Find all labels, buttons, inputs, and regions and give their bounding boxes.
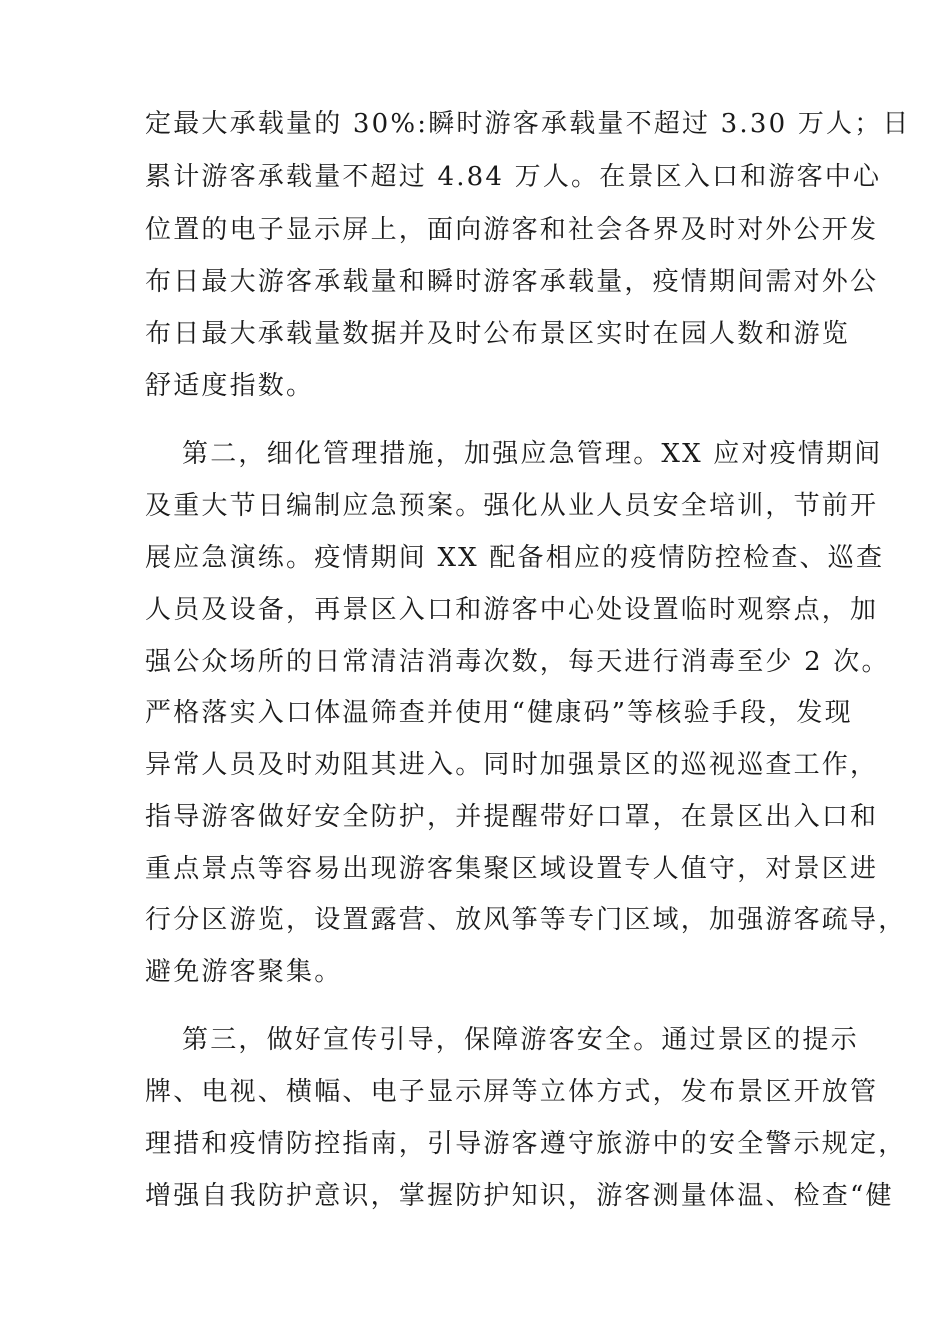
paragraph-line: 严格落实入口体温筛查并使用“健康码”等核验手段，发现: [145, 698, 853, 728]
paragraph-line: 人员及设备，再景区入口和游客中心处设置临时观察点，加: [145, 595, 879, 625]
paragraph-line: 行分区游览，设置露营、放风筝等专门区域，加强游客疏导，: [145, 905, 907, 935]
paragraph-line: 牌、电视、横幅、电子显示屏等立体方式，发布景区开放管: [145, 1077, 879, 1107]
paragraph-line: 第三，做好宣传引导，保障游客安全。通过景区的提示: [182, 1025, 859, 1055]
paragraph-line: 及重大节日编制应急预案。强化从业人员安全培训，节前开: [145, 491, 879, 521]
paragraph-line: 强公众场所的日常清洁消毒次数，每天进行消毒至少 2 次。: [145, 647, 890, 677]
paragraph-line: 位置的电子显示屏上，面向游客和社会各界及时对外公开发: [145, 215, 879, 245]
paragraph-line: 累计游客承载量不超过 4.84 万人。在景区入口和游客中心: [145, 162, 882, 192]
paragraph-line: 布日最大游客承载量和瞬时游客承载量，疫情期间需对外公: [145, 267, 879, 297]
paragraph-line: 重点景点等容易出现游客集聚区域设置专人值守，对景区进: [145, 854, 879, 884]
paragraph-line: 避免游客聚集。: [145, 957, 343, 987]
paragraph-line: 指导游客做好安全防护，并提醒带好口罩，在景区出入口和: [145, 802, 879, 832]
paragraph-line: 增强自我防护意识，掌握防护知识，游客测量体温、检查“健: [145, 1181, 894, 1211]
paragraph-line: 展应急演练。疫情期间 XX 配备相应的疫情防控检查、巡查: [145, 543, 885, 573]
paragraph-line: 舒适度指数。: [145, 371, 315, 401]
paragraph-line: 异常人员及时劝阻其进入。同时加强景区的巡视巡查工作，: [145, 750, 879, 780]
paragraph-line: 理措和疫情防控指南，引导游客遵守旅游中的安全警示规定，: [145, 1129, 907, 1159]
paragraph-line: 布日最大承载量数据并及时公布景区实时在园人数和游览: [145, 319, 851, 349]
paragraph-line: 定最大承载量的 30%:瞬时游客承载量不超过 3.30 万人；日: [145, 109, 911, 139]
paragraph-line: 第二，细化管理措施，加强应急管理。XX 应对疫情期间: [182, 439, 883, 469]
